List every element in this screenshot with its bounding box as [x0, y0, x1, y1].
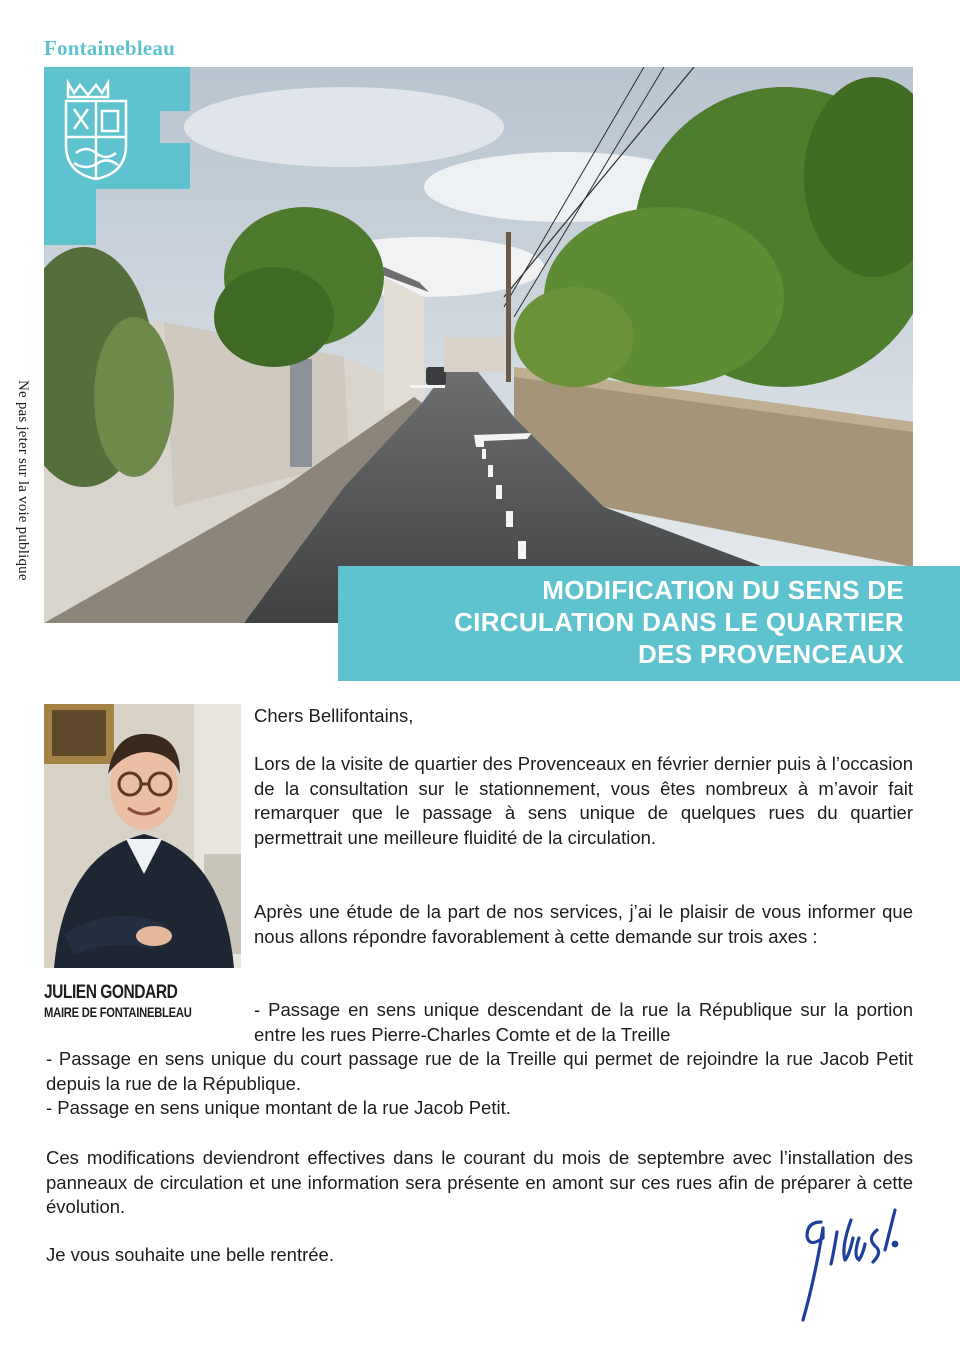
letter-paragraph-1: Lors de la visite de quartier des Provenceaux en février dernier puis à l’occasion de la consultation sur le stationnement, vous êtes nombreux à m’avoir fait remarquer que le passage à sens unique de quelques rues du quartier permettrait une meilleure fluidité de la circulation. [254, 753, 913, 848]
letter-bullet-1: - Passage en sens unique descendant de la rue la République sur la portion entre les rues Pierre-Charles Comte et de la Treille [254, 999, 913, 1045]
letter-bullet-3: - Passage en sens unique montant de la rue Jacob Petit. [46, 1097, 511, 1118]
letter-closing: Je vous souhaite une belle rentrée. [46, 1244, 334, 1265]
letter-paragraph-3: Ces modifications deviendront effectives dans le courant du mois de septembre avec l’installation des panneaux de circulation et une information sera présente en amont sur ces rues afin de préparer à cette évolution. [46, 1147, 913, 1217]
title-line-2: CIRCULATION DANS LE QUARTIER [454, 607, 904, 637]
title-banner [338, 566, 960, 681]
signature-icon [793, 1208, 903, 1324]
title-line-1: MODIFICATION DU SENS DE [542, 575, 904, 605]
side-note: Ne pas jeter sur la voie publique [15, 380, 31, 581]
letter-greeting: Chers Bellifontains, [254, 705, 414, 726]
mayor-name: JULIEN GONDARD [44, 982, 178, 1003]
letter-bullet-2: - Passage en sens unique du court passage rue de la Treille qui permet de rejoindre la rue Jacob Petit depuis la rue de la République. [46, 1048, 913, 1094]
mayor-role: MAIRE DE FONTAINEBLEAU [44, 1004, 192, 1020]
brand-wordmark: Fontainebleau [44, 36, 175, 60]
title-line-3: DES PROVENCEAUX [638, 639, 904, 669]
letter-paragraph-2: Après une étude de la part de nos services, j’ai le plaisir de vous informer que nous allons répondre favorablement à cette demande sur trois axes : [254, 901, 913, 947]
fontainebleau-logo [44, 67, 190, 245]
mayor-portrait [44, 704, 241, 968]
